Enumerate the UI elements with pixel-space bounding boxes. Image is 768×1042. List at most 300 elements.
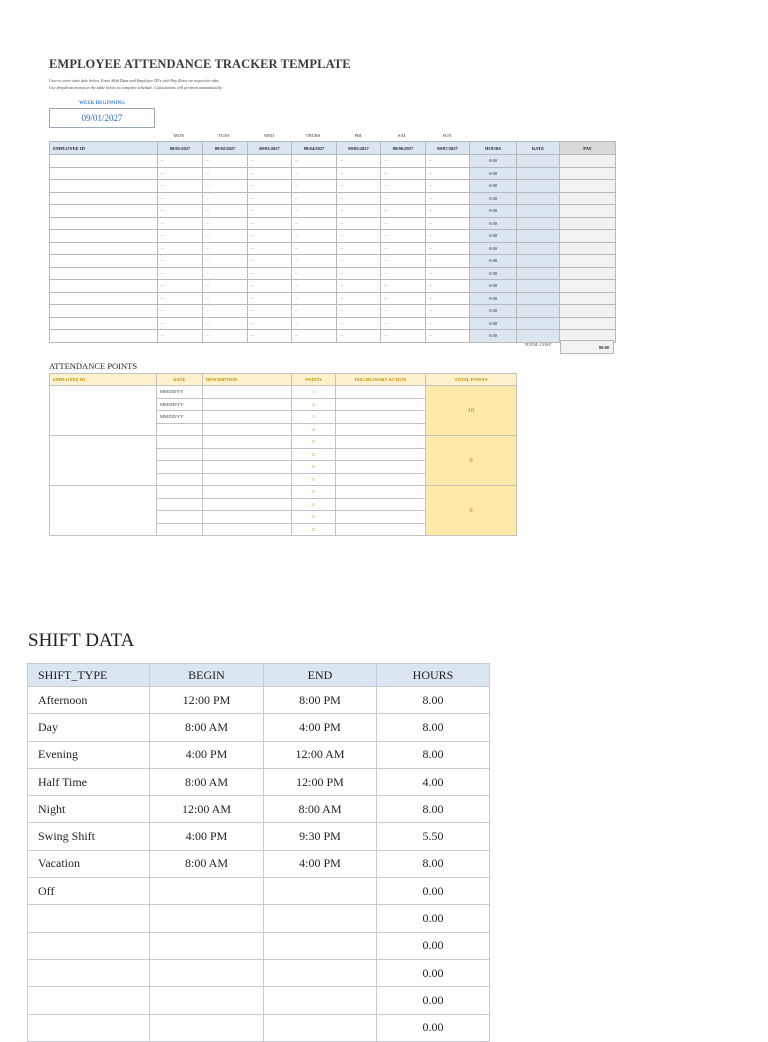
- shift-dropdown-cell[interactable]: --: [381, 292, 426, 305]
- points-disciplinary-cell[interactable]: [336, 511, 426, 524]
- points-date-cell[interactable]: [157, 448, 203, 461]
- shift-dropdown-cell[interactable]: --: [426, 317, 470, 330]
- shift-row: [28, 768, 490, 795]
- shift-dropdown-cell[interactable]: --: [381, 280, 426, 293]
- shift-dropdown-cell[interactable]: --: [248, 255, 292, 268]
- shift-dropdown-cell[interactable]: --: [381, 242, 426, 255]
- shift-dropdown-cell[interactable]: --: [248, 317, 292, 330]
- employee-id-cell[interactable]: [50, 180, 158, 193]
- rate-cell: [517, 255, 560, 268]
- shift-end-cell[interactable]: [264, 878, 377, 905]
- shift-dropdown-cell[interactable]: --: [381, 305, 426, 318]
- shift-begin-cell[interactable]: 4:00 PM: [150, 823, 264, 850]
- hours-cell: 0.00: [470, 330, 517, 343]
- shift-dropdown-cell[interactable]: --: [248, 155, 292, 168]
- shift-dropdown-cell[interactable]: --: [337, 155, 381, 168]
- shift-dropdown-cell[interactable]: --: [203, 330, 248, 343]
- shift-end-cell[interactable]: [264, 959, 377, 986]
- employee-id-cell[interactable]: [50, 217, 158, 230]
- points-value-cell[interactable]: 0: [292, 523, 336, 536]
- shift-begin-cell[interactable]: [150, 959, 264, 986]
- hours-cell: 0.00: [470, 230, 517, 243]
- shift-dropdown-cell[interactable]: --: [248, 167, 292, 180]
- shift-dropdown-cell[interactable]: --: [158, 167, 203, 180]
- shift-dropdown-cell[interactable]: --: [381, 155, 426, 168]
- total-cost-value: $0.00: [560, 340, 614, 354]
- shift-dropdown-cell[interactable]: --: [426, 167, 470, 180]
- points-description-cell[interactable]: [203, 498, 292, 511]
- points-value-cell[interactable]: 0: [292, 436, 336, 449]
- instruction-line-1: User to enter start date below. Enter Shift Data and Employee ID's with Pay Rates on respective tabs.: [49, 78, 220, 83]
- shift-dropdown-cell[interactable]: --: [203, 205, 248, 218]
- points-date-cell[interactable]: [157, 473, 203, 486]
- shift-dropdown-cell[interactable]: --: [292, 292, 337, 305]
- shift-dropdown-cell[interactable]: --: [292, 155, 337, 168]
- shift-end-cell[interactable]: 9:30 PM: [264, 823, 377, 850]
- rate-cell: [517, 155, 560, 168]
- shift-dropdown-cell[interactable]: --: [158, 242, 203, 255]
- shift-type-cell[interactable]: Vacation: [28, 850, 150, 877]
- points-date-cell[interactable]: [157, 423, 203, 436]
- shift-dropdown-cell[interactable]: --: [337, 255, 381, 268]
- shift-row: [28, 850, 490, 877]
- shift-dropdown-cell[interactable]: --: [248, 267, 292, 280]
- attendance-row: [50, 267, 616, 280]
- shift-dropdown-cell[interactable]: --: [337, 180, 381, 193]
- shift-type-cell[interactable]: Off: [28, 878, 150, 905]
- points-employee-id-header: EMPLOYEE ID: [50, 374, 157, 386]
- date-header: 09/03/2027: [248, 142, 292, 155]
- shift-dropdown-cell[interactable]: --: [158, 180, 203, 193]
- shift-dropdown-cell[interactable]: --: [203, 155, 248, 168]
- pay-cell: [560, 180, 616, 193]
- points-row: [50, 436, 517, 449]
- shift-dropdown-cell[interactable]: --: [337, 305, 381, 318]
- shift-dropdown-cell[interactable]: --: [337, 280, 381, 293]
- shift-dropdown-cell[interactable]: --: [337, 330, 381, 343]
- shift-begin-cell[interactable]: [150, 987, 264, 1014]
- date-header: 09/01/2027: [158, 142, 203, 155]
- hours-header: HOURS: [470, 142, 517, 155]
- shift-dropdown-cell[interactable]: --: [203, 280, 248, 293]
- shift-dropdown-cell[interactable]: --: [248, 180, 292, 193]
- shift-dropdown-cell[interactable]: --: [248, 330, 292, 343]
- shift-dropdown-cell[interactable]: --: [426, 305, 470, 318]
- shift-dropdown-cell[interactable]: --: [381, 167, 426, 180]
- shift-begin-cell[interactable]: 12:00 AM: [150, 796, 264, 823]
- shift-end-cell[interactable]: 8:00 PM: [264, 687, 377, 714]
- shift-hours-cell: 5.50: [377, 823, 490, 850]
- shift-end-cell[interactable]: [264, 987, 377, 1014]
- points-disciplinary-cell[interactable]: [336, 448, 426, 461]
- shift-dropdown-cell[interactable]: --: [381, 255, 426, 268]
- employee-id-cell[interactable]: [50, 280, 158, 293]
- shift-dropdown-cell[interactable]: --: [158, 192, 203, 205]
- hours-cell: 0.00: [470, 292, 517, 305]
- shift-dropdown-cell[interactable]: --: [292, 205, 337, 218]
- shift-dropdown-cell[interactable]: --: [203, 267, 248, 280]
- points-description-cell[interactable]: [203, 448, 292, 461]
- shift-type-cell[interactable]: [28, 932, 150, 959]
- shift-data-table: [27, 663, 490, 1042]
- date-header: 09/02/2027: [203, 142, 248, 155]
- employee-id-cell[interactable]: [50, 192, 158, 205]
- points-value-cell[interactable]: 3: [292, 411, 336, 424]
- shift-dropdown-cell[interactable]: --: [426, 292, 470, 305]
- shift-dropdown-cell[interactable]: --: [203, 242, 248, 255]
- shift-dropdown-cell[interactable]: --: [248, 192, 292, 205]
- shift-begin-cell[interactable]: [150, 905, 264, 932]
- hours-cell: 0.00: [470, 267, 517, 280]
- attendance-row: [50, 217, 616, 230]
- shift-dropdown-cell[interactable]: --: [426, 180, 470, 193]
- shift-row: [28, 987, 490, 1014]
- week-beginning-input[interactable]: 09/01/2027: [49, 108, 155, 128]
- shift-dropdown-cell[interactable]: --: [426, 280, 470, 293]
- points-employee-id-cell[interactable]: [50, 486, 157, 536]
- shift-dropdown-cell[interactable]: --: [292, 317, 337, 330]
- hours-cell: 0.00: [470, 305, 517, 318]
- shift-dropdown-cell[interactable]: --: [248, 205, 292, 218]
- shift-dropdown-cell[interactable]: --: [203, 255, 248, 268]
- shift-begin-cell[interactable]: 8:00 AM: [150, 768, 264, 795]
- date-header: 09/07/2027: [426, 142, 470, 155]
- shift-begin-cell[interactable]: [150, 878, 264, 905]
- shift-dropdown-cell[interactable]: --: [203, 217, 248, 230]
- points-value-cell[interactable]: 0: [292, 448, 336, 461]
- shift-dropdown-cell[interactable]: --: [292, 180, 337, 193]
- day-name: SAT: [397, 133, 406, 138]
- points-employee-id-cell[interactable]: [50, 436, 157, 486]
- points-value-cell[interactable]: 0: [292, 498, 336, 511]
- rate-cell: [517, 205, 560, 218]
- shift-dropdown-cell[interactable]: --: [292, 242, 337, 255]
- points-description-cell[interactable]: [203, 423, 292, 436]
- employee-id-cell[interactable]: [50, 155, 158, 168]
- shift-row: [28, 714, 490, 741]
- day-name: WED: [263, 133, 275, 138]
- points-disciplinary-cell[interactable]: [336, 411, 426, 424]
- rate-cell: [517, 167, 560, 180]
- shift-row: [28, 959, 490, 986]
- shift-dropdown-cell[interactable]: --: [426, 330, 470, 343]
- points-date-cell[interactable]: [157, 498, 203, 511]
- attendance-table: [49, 141, 616, 343]
- shift-dropdown-cell[interactable]: --: [426, 192, 470, 205]
- points-value-cell[interactable]: 0: [292, 473, 336, 486]
- shift-dropdown-cell[interactable]: --: [426, 205, 470, 218]
- rate-cell: [517, 242, 560, 255]
- shift-begin-cell[interactable]: [150, 1014, 264, 1041]
- shift-dropdown-cell[interactable]: --: [337, 167, 381, 180]
- shift-end-cell[interactable]: [264, 905, 377, 932]
- shift-dropdown-cell[interactable]: --: [248, 305, 292, 318]
- shift-dropdown-cell[interactable]: --: [337, 242, 381, 255]
- employee-id-cell[interactable]: [50, 167, 158, 180]
- points-disciplinary-cell[interactable]: [336, 386, 426, 399]
- points-date-cell[interactable]: [157, 436, 203, 449]
- shift-hours-cell: 4.00: [377, 768, 490, 795]
- shift-dropdown-cell[interactable]: --: [426, 242, 470, 255]
- employee-id-cell[interactable]: [50, 317, 158, 330]
- shift-dropdown-cell[interactable]: --: [337, 205, 381, 218]
- shift-header-row: [28, 664, 490, 687]
- points-value-cell[interactable]: 0: [292, 511, 336, 524]
- points-disciplinary-cell[interactable]: [336, 523, 426, 536]
- hours-cell: 0.00: [470, 155, 517, 168]
- points-value-cell[interactable]: 2: [292, 398, 336, 411]
- shift-dropdown-cell[interactable]: --: [426, 255, 470, 268]
- points-description-cell[interactable]: [203, 523, 292, 536]
- shift-begin-cell[interactable]: 8:00 AM: [150, 850, 264, 877]
- attendance-row: [50, 305, 616, 318]
- day-name: FRI: [354, 133, 362, 138]
- attendance-row: [50, 317, 616, 330]
- employee-id-cell[interactable]: [50, 242, 158, 255]
- pay-cell: [560, 192, 616, 205]
- shift-dropdown-cell[interactable]: --: [158, 317, 203, 330]
- shift-dropdown-cell[interactable]: --: [381, 217, 426, 230]
- shift-dropdown-cell[interactable]: --: [158, 205, 203, 218]
- shift-dropdown-cell[interactable]: --: [158, 330, 203, 343]
- shift-end-cell[interactable]: 4:00 PM: [264, 850, 377, 877]
- points-disciplinary-header: DISCIPLINARY ACTION: [336, 374, 426, 386]
- employee-id-cell[interactable]: [50, 305, 158, 318]
- points-description-cell[interactable]: [203, 411, 292, 424]
- points-description-cell[interactable]: [203, 461, 292, 474]
- shift-dropdown-cell[interactable]: --: [203, 167, 248, 180]
- points-value-cell[interactable]: 1: [292, 386, 336, 399]
- shift-type-cell[interactable]: Evening: [28, 741, 150, 768]
- shift-dropdown-cell[interactable]: --: [381, 180, 426, 193]
- pay-cell: [560, 255, 616, 268]
- points-disciplinary-cell[interactable]: [336, 473, 426, 486]
- employee-id-cell[interactable]: [50, 267, 158, 280]
- attendance-header-row: [50, 142, 616, 155]
- points-description-cell[interactable]: [203, 386, 292, 399]
- hours-cell: 0.00: [470, 255, 517, 268]
- attendance-row: [50, 255, 616, 268]
- attendance-row: [50, 330, 616, 343]
- employee-id-cell[interactable]: [50, 330, 158, 343]
- shift-dropdown-cell[interactable]: --: [337, 267, 381, 280]
- shift-dropdown-cell[interactable]: --: [203, 292, 248, 305]
- shift-type-cell[interactable]: [28, 1014, 150, 1041]
- shift-dropdown-cell[interactable]: --: [248, 280, 292, 293]
- hours-cell: 0.00: [470, 280, 517, 293]
- pay-cell: [560, 205, 616, 218]
- pay-cell: [560, 292, 616, 305]
- shift-dropdown-cell[interactable]: --: [426, 267, 470, 280]
- shift-dropdown-cell[interactable]: --: [203, 192, 248, 205]
- shift-dropdown-cell[interactable]: --: [381, 330, 426, 343]
- shift-type-cell[interactable]: Half Time: [28, 768, 150, 795]
- shift-end-cell[interactable]: [264, 932, 377, 959]
- rate-cell: [517, 305, 560, 318]
- shift-dropdown-cell[interactable]: --: [292, 267, 337, 280]
- rate-cell: [517, 317, 560, 330]
- shift-hours-cell: 8.00: [377, 741, 490, 768]
- shift-dropdown-cell[interactable]: --: [381, 267, 426, 280]
- shift-dropdown-cell[interactable]: --: [158, 230, 203, 243]
- shift-end-cell[interactable]: [264, 1014, 377, 1041]
- points-description-cell[interactable]: [203, 511, 292, 524]
- shift-dropdown-cell[interactable]: --: [426, 217, 470, 230]
- shift-dropdown-cell[interactable]: --: [292, 255, 337, 268]
- date-header: 09/06/2027: [381, 142, 426, 155]
- shift-dropdown-cell[interactable]: --: [158, 305, 203, 318]
- week-beginning-label: WEEK BEGINNING: [79, 101, 125, 106]
- shift-dropdown-cell[interactable]: --: [381, 205, 426, 218]
- day-name: SUN: [442, 133, 452, 138]
- attendance-points-title: ATTENDANCE POINTS: [49, 361, 138, 371]
- shift-dropdown-cell[interactable]: --: [203, 305, 248, 318]
- shift-type-cell[interactable]: Swing Shift: [28, 823, 150, 850]
- shift-row: [28, 905, 490, 932]
- points-value-cell[interactable]: 4: [292, 423, 336, 436]
- points-date-cell[interactable]: MM/DD/YY: [157, 398, 203, 411]
- shift-end-cell[interactable]: 4:00 PM: [264, 714, 377, 741]
- shift-hours-cell: 8.00: [377, 687, 490, 714]
- shift-dropdown-cell[interactable]: --: [337, 192, 381, 205]
- pay-cell: [560, 155, 616, 168]
- points-description-cell[interactable]: [203, 486, 292, 499]
- shift-hours-header: HOURS: [377, 664, 490, 687]
- shift-dropdown-cell[interactable]: --: [292, 167, 337, 180]
- shift-end-header: END: [264, 664, 377, 687]
- points-date-cell[interactable]: [157, 461, 203, 474]
- points-date-header: DATE: [157, 374, 203, 386]
- shift-dropdown-cell[interactable]: --: [337, 230, 381, 243]
- hours-cell: 0.00: [470, 192, 517, 205]
- points-total-cell: 0: [426, 486, 517, 536]
- points-date-cell[interactable]: [157, 486, 203, 499]
- shift-dropdown-cell[interactable]: --: [203, 317, 248, 330]
- points-disciplinary-cell[interactable]: [336, 436, 426, 449]
- points-date-cell[interactable]: [157, 511, 203, 524]
- shift-end-cell[interactable]: 8:00 AM: [264, 796, 377, 823]
- shift-hours-cell: 0.00: [377, 932, 490, 959]
- points-description-cell[interactable]: [203, 398, 292, 411]
- employee-id-cell[interactable]: [50, 292, 158, 305]
- points-date-cell[interactable]: MM/DD/YY: [157, 411, 203, 424]
- pay-header: PAY: [560, 142, 616, 155]
- points-points-header: POINTS: [292, 374, 336, 386]
- shift-hours-cell: 8.00: [377, 850, 490, 877]
- day-name: TUES: [218, 133, 230, 138]
- total-cost-label: TOTAL COST: [524, 342, 552, 347]
- hours-cell: 0.00: [470, 167, 517, 180]
- shift-dropdown-cell[interactable]: --: [292, 230, 337, 243]
- shift-dropdown-cell[interactable]: --: [337, 217, 381, 230]
- points-employee-id-cell[interactable]: [50, 386, 157, 436]
- attendance-points-table: [49, 373, 517, 536]
- hours-cell: 0.00: [470, 242, 517, 255]
- points-disciplinary-cell[interactable]: [336, 498, 426, 511]
- points-date-cell[interactable]: [157, 523, 203, 536]
- points-description-cell[interactable]: [203, 436, 292, 449]
- points-row: [50, 386, 517, 399]
- shift-row: [28, 823, 490, 850]
- shift-dropdown-cell[interactable]: --: [292, 217, 337, 230]
- shift-hours-cell: 0.00: [377, 987, 490, 1014]
- pay-cell: [560, 305, 616, 318]
- pay-cell: [560, 280, 616, 293]
- shift-dropdown-cell[interactable]: --: [158, 292, 203, 305]
- shift-begin-cell[interactable]: 4:00 PM: [150, 741, 264, 768]
- shift-dropdown-cell[interactable]: --: [248, 230, 292, 243]
- points-total-header: TOTAL POINTS: [426, 374, 517, 386]
- shift-type-cell[interactable]: Day: [28, 714, 150, 741]
- points-disciplinary-cell[interactable]: [336, 398, 426, 411]
- shift-type-cell[interactable]: Afternoon: [28, 687, 150, 714]
- points-description-header: DESCRIPTION: [203, 374, 292, 386]
- shift-begin-cell[interactable]: 8:00 AM: [150, 714, 264, 741]
- shift-dropdown-cell[interactable]: --: [203, 180, 248, 193]
- shift-data-title: SHIFT DATA: [28, 630, 135, 651]
- shift-dropdown-cell[interactable]: --: [426, 230, 470, 243]
- hours-cell: 0.00: [470, 217, 517, 230]
- shift-hours-cell: 0.00: [377, 1014, 490, 1041]
- shift-dropdown-cell[interactable]: --: [158, 255, 203, 268]
- points-date-cell[interactable]: MM/DD/YY: [157, 386, 203, 399]
- shift-type-cell[interactable]: [28, 905, 150, 932]
- shift-dropdown-cell[interactable]: --: [381, 192, 426, 205]
- attendance-row: [50, 280, 616, 293]
- shift-begin-header: BEGIN: [150, 664, 264, 687]
- shift-dropdown-cell[interactable]: --: [203, 230, 248, 243]
- employee-id-cell[interactable]: [50, 255, 158, 268]
- day-name: MON: [173, 133, 185, 138]
- shift-dropdown-cell[interactable]: --: [158, 280, 203, 293]
- shift-dropdown-cell[interactable]: --: [426, 155, 470, 168]
- shift-hours-cell: 0.00: [377, 878, 490, 905]
- shift-dropdown-cell[interactable]: --: [381, 317, 426, 330]
- shift-dropdown-cell[interactable]: --: [248, 292, 292, 305]
- shift-begin-cell[interactable]: 12:00 PM: [150, 687, 264, 714]
- shift-dropdown-cell[interactable]: --: [158, 217, 203, 230]
- shift-type-cell[interactable]: [28, 987, 150, 1014]
- shift-dropdown-cell[interactable]: --: [337, 292, 381, 305]
- shift-begin-cell[interactable]: [150, 932, 264, 959]
- shift-type-cell[interactable]: Night: [28, 796, 150, 823]
- points-disciplinary-cell[interactable]: [336, 423, 426, 436]
- shift-dropdown-cell[interactable]: --: [292, 330, 337, 343]
- shift-dropdown-cell[interactable]: --: [292, 305, 337, 318]
- shift-dropdown-cell[interactable]: --: [292, 192, 337, 205]
- points-value-cell[interactable]: 0: [292, 461, 336, 474]
- shift-type-cell[interactable]: [28, 959, 150, 986]
- pay-cell: [560, 167, 616, 180]
- points-description-cell[interactable]: [203, 473, 292, 486]
- employee-id-cell[interactable]: [50, 205, 158, 218]
- shift-dropdown-cell[interactable]: --: [248, 217, 292, 230]
- attendance-row: [50, 192, 616, 205]
- shift-dropdown-cell[interactable]: --: [158, 267, 203, 280]
- shift-dropdown-cell[interactable]: --: [292, 280, 337, 293]
- shift-dropdown-cell[interactable]: --: [248, 242, 292, 255]
- shift-dropdown-cell[interactable]: --: [381, 230, 426, 243]
- employee-id-cell[interactable]: [50, 230, 158, 243]
- points-disciplinary-cell[interactable]: [336, 486, 426, 499]
- points-value-cell[interactable]: 0: [292, 486, 336, 499]
- points-disciplinary-cell[interactable]: [336, 461, 426, 474]
- shift-hours-cell: 0.00: [377, 959, 490, 986]
- shift-end-cell[interactable]: 12:00 AM: [264, 741, 377, 768]
- shift-end-cell[interactable]: 12:00 PM: [264, 768, 377, 795]
- shift-dropdown-cell[interactable]: --: [337, 317, 381, 330]
- shift-dropdown-cell[interactable]: --: [158, 155, 203, 168]
